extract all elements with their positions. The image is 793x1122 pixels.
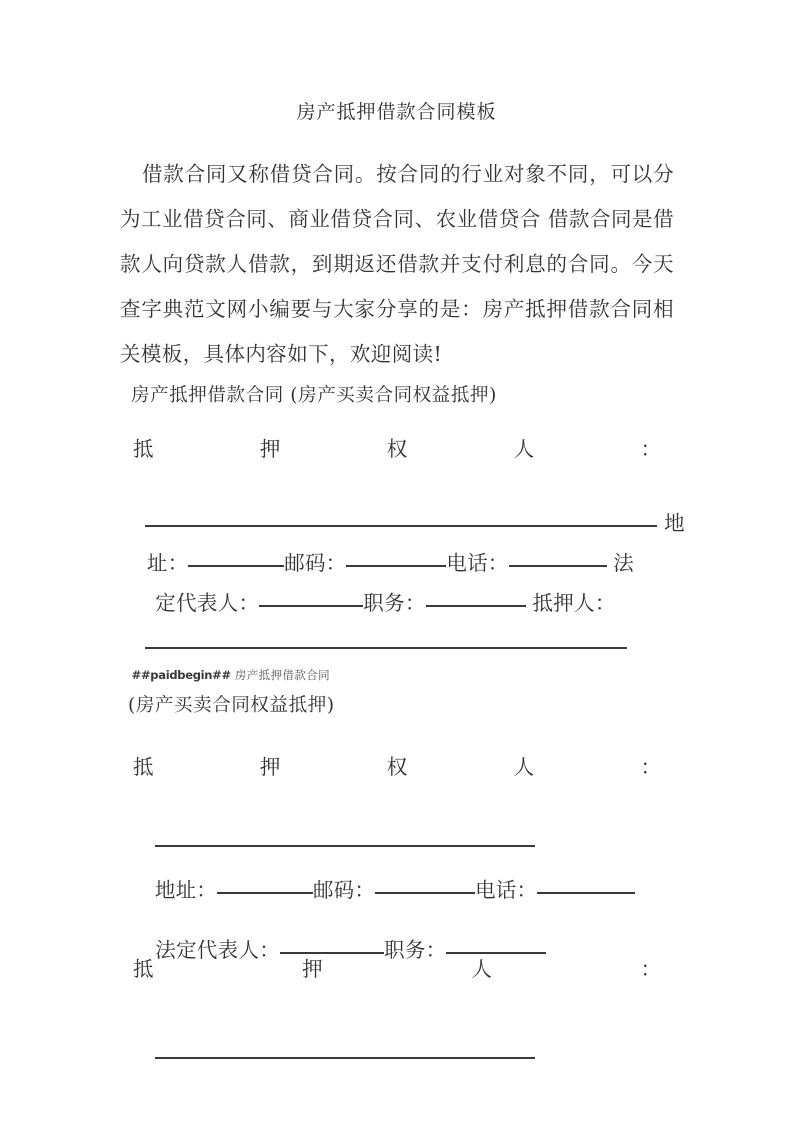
section-two-mortgagee-row <box>133 752 661 782</box>
paid-begin-tag: ##paidbegin## <box>131 668 231 682</box>
mortgagee-char-2: 押 <box>259 755 281 779</box>
legal-rep-label: 定代表人： <box>155 591 260 615</box>
mortgagee-char-2: 押 <box>259 437 281 461</box>
legal-rep-label: 法定代表人： <box>155 938 281 962</box>
mortgagee-colon: ： <box>640 755 661 779</box>
section-two-mortgagor-row <box>133 954 661 984</box>
mortgagor-char-2: 押 <box>302 957 323 981</box>
section-one-mortgagee-row <box>133 434 661 464</box>
mortgagee-char-1: 抵 <box>133 755 154 779</box>
mortgagee-char-4: 人 <box>513 755 535 779</box>
page-title: 房产抵押借款合同模板 <box>296 101 497 123</box>
mortgagee-colon: ： <box>640 437 661 461</box>
mortgagee-char-3: 权 <box>386 755 408 779</box>
mortgagor-name-blank[interactable] <box>155 1057 535 1059</box>
mortgagor-char-1: 抵 <box>133 957 154 981</box>
phone-label: 电话： <box>446 551 509 575</box>
address-label: 址： <box>146 551 189 575</box>
section-two-heading: (房产买卖合同权益抵押) <box>128 695 335 716</box>
section-two-mortgagor-blank-row <box>128 1010 535 1100</box>
postcode-label: 邮码： <box>284 551 347 575</box>
address-label: 地址： <box>154 878 217 902</box>
position-label: 职务： <box>363 591 426 615</box>
paid-marker-line <box>117 651 330 699</box>
legal-wrap-label: 法 <box>606 551 634 575</box>
mortgagee-char-1: 抵 <box>133 437 154 461</box>
mortgagee-char-4: 人 <box>513 437 535 461</box>
mortgagee-char-3: 权 <box>386 437 408 461</box>
paid-marker-text: 房产抵押借款合同 <box>230 668 331 682</box>
phone-blank[interactable] <box>537 892 635 894</box>
mortgagor-name-blank[interactable] <box>145 647 627 649</box>
address-blank[interactable] <box>217 892 313 894</box>
phone-label: 电话： <box>475 878 538 902</box>
intro-paragraph: 借款合同又称借贷合同。按合同的行业对象不同，可以分为工业借贷合同、商业借贷合同、农业借贷合 借款合同是借款人向贷款人借款，到期返还借款并支付利息的合同。今天查字典范文网小编要与大家分享的是：房产抵押借款合同相关模板，具体内容如下，欢迎阅读! <box>120 162 674 366</box>
address-wrap-label: 地 <box>657 511 685 535</box>
section-one-heading: 房产抵押借款合同 (房产买卖合同权益抵押) <box>131 385 497 406</box>
mortgagor-colon: ： <box>640 957 661 981</box>
mortgagor-char-3: 人 <box>471 957 492 981</box>
position-label: 职务： <box>384 938 447 962</box>
mortgagor-label: 抵押人： <box>525 591 616 615</box>
postcode-blank[interactable] <box>375 892 475 894</box>
postcode-label: 邮码： <box>312 878 376 902</box>
